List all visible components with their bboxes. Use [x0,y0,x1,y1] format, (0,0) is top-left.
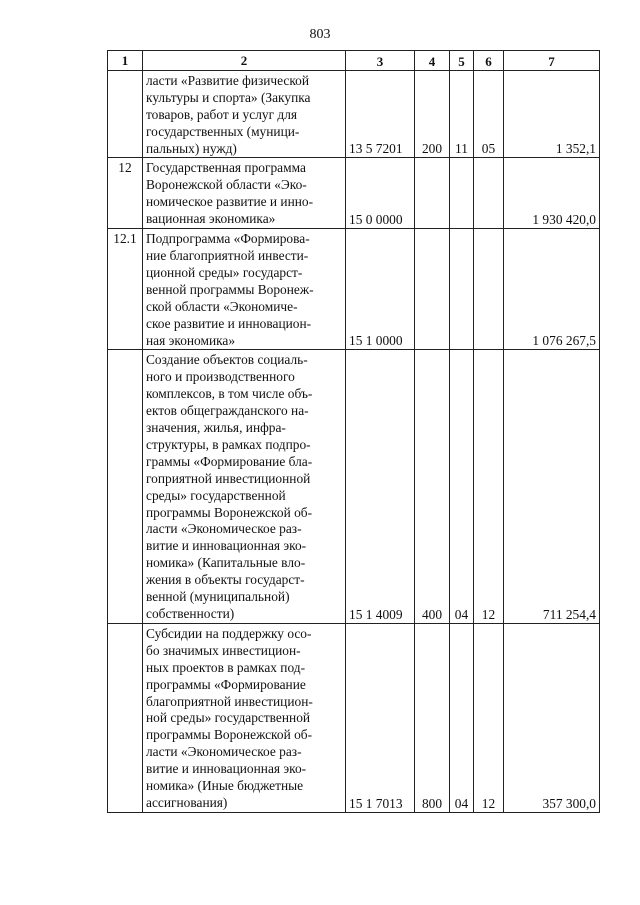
row-expense-type: 200 [415,70,450,158]
row-subsection: 12 [474,350,504,624]
row-number: 12.1 [108,229,143,350]
column-header-4: 4 [415,51,450,71]
row-section [450,229,474,350]
row-target-code: 13 5 7201 [346,70,415,158]
row-number [108,70,143,158]
row-section: 11 [450,70,474,158]
row-description: ласти «Развитие физической культуры и спорта» (Закупка товаров, работ и услуг для государственных (муници- пальных) нужд) [143,70,346,158]
row-subsection [474,229,504,350]
row-subsection [474,158,504,229]
row-target-code: 15 0 0000 [346,158,415,229]
row-number [108,623,143,812]
column-header-5: 5 [450,51,474,71]
row-subsection: 12 [474,623,504,812]
budget-table [107,50,600,813]
row-amount: 357 300,0 [504,623,600,812]
table-row [108,623,600,812]
row-section [450,158,474,229]
row-expense-type: 800 [415,623,450,812]
table-header-row [108,51,600,71]
row-amount: 1 076 267,5 [504,229,600,350]
table-row [108,350,600,624]
column-header-6: 6 [474,51,504,71]
row-description: Создание объектов социаль- ного и производственного комплексов, в том числе объ- ектов общегражданского на- значения, жилья, инфра- структуры, в рамках подпро- граммы «Формирование бла- гоприятной инвестиционной среды» государственной программы Воронежской об- ласти «Экономическое раз- витие и инновационная эко- номика» (Капитальные вло- жения в объекты государст- венной (муниципальной) собственности) [143,350,346,624]
page-number: 803 [309,27,331,42]
row-target-code: 15 1 0000 [346,229,415,350]
row-subsection: 05 [474,70,504,158]
row-amount: 1 352,1 [504,70,600,158]
row-target-code: 15 1 7013 [346,623,415,812]
table-row [108,229,600,350]
row-amount: 1 930 420,0 [504,158,600,229]
row-expense-type [415,158,450,229]
table-row [108,158,600,229]
row-description: Государственная программа Воронежской области «Эко- номическое развитие и инно- вационная экономика» [143,158,346,229]
row-description: Подпрограмма «Формирова- ние благоприятной инвести- ционной среды» государст- венной программы Воронеж- ской области «Экономиче- ское развитие и инновацион- ная экономика» [143,229,346,350]
row-target-code: 15 1 4009 [346,350,415,624]
row-number: 12 [108,158,143,229]
column-header-1: 1 [108,51,143,71]
column-header-3: 3 [346,51,415,71]
row-number [108,350,143,624]
row-expense-type [415,229,450,350]
row-section: 04 [450,623,474,812]
row-amount: 711 254,4 [504,350,600,624]
row-expense-type: 400 [415,350,450,624]
row-description: Субсидии на поддержку осо- бо значимых инвестицион- ных проектов в рамках под- программы «Формирование благоприятной инвестицион- ной среды» государственной программы Воронежской об- ласти «Экономическое раз- витие и инновационная эко- номика» (Иные бюджетные ассигнования) [143,623,346,812]
column-header-2: 2 [143,51,346,71]
row-section: 04 [450,350,474,624]
column-header-7: 7 [504,51,600,71]
table-row [108,70,600,158]
